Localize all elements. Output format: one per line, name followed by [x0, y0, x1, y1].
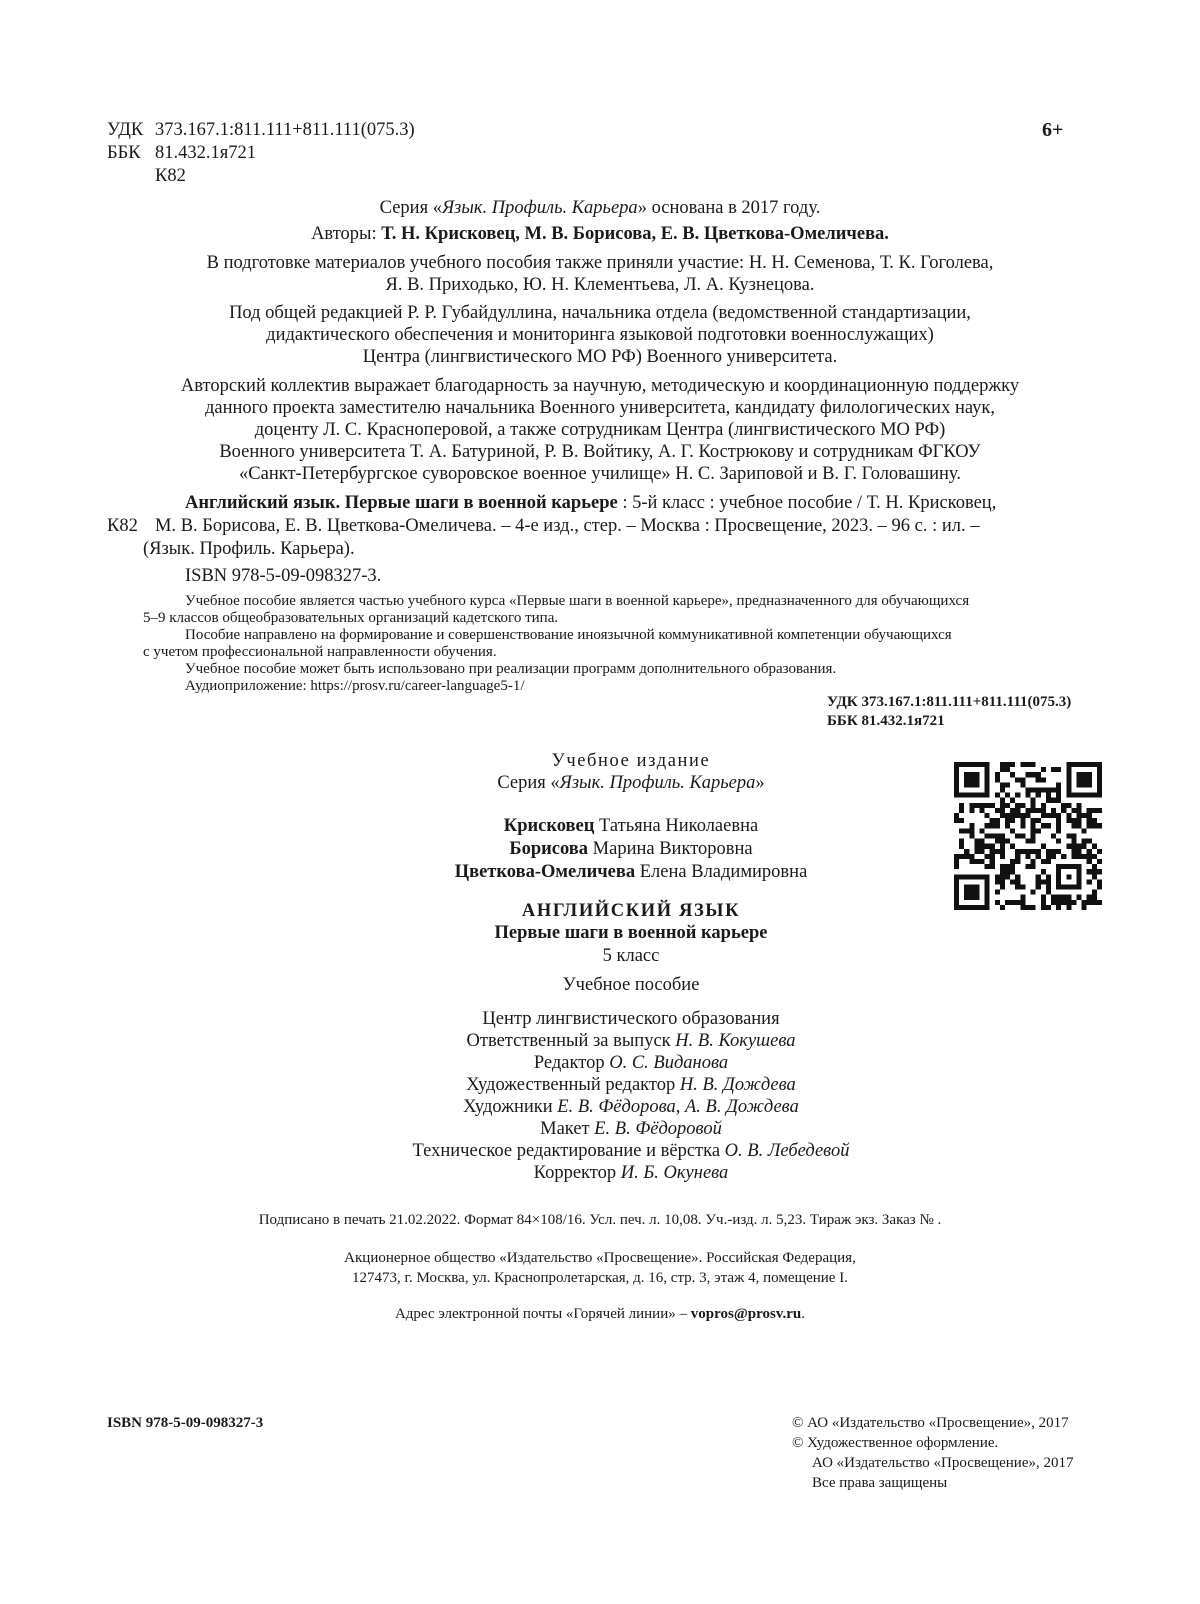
book-type: Учебное пособие: [562, 975, 700, 995]
gratitude-line-5: «Санкт-Петербургское суворовское военное училище» Н. С. Зариповой и В. Г. Головашину.: [239, 464, 961, 484]
annotation-line-4: с учетом профессиональной направленности обучения.: [143, 644, 497, 660]
editorship-line-2: дидактического обеспечения и мониторинга языковой подготовки военнослужащих): [266, 325, 934, 345]
copyright-line-3: АО «Издательство «Просвещение», 2017: [812, 1455, 1074, 1471]
language-center: Центр лингвистического образования: [482, 1009, 780, 1029]
editorship-line-3: Центра (лингвистического МО РФ) Военного университета.: [362, 347, 838, 367]
editorship-line-1: Под общей редакцией Р. Р. Губайдуллина, начальника отдела (ведомственной стандартизации,: [229, 303, 971, 323]
print-info: Подписано в печать 21.02.2022. Формат 84×108/16. Усл. печ. л. 10,08. Уч.-изд. л. 5,23. Тираж экз. Заказ № .: [258, 1212, 942, 1228]
staff-line-3: Художественный редактор Н. В. Дождева: [466, 1075, 796, 1095]
copyright-line-4: Все права защищены: [812, 1475, 948, 1491]
index-bbk: ББК 81.432.1я721: [827, 713, 945, 729]
catalog-mark: К82: [107, 516, 138, 536]
copyright-line-2: © Художественное оформление.: [792, 1435, 999, 1451]
book-grade: 5 класс: [602, 946, 660, 966]
publisher-line-1: Акционерное общество «Издательство «Просвещение». Российская Федерация,: [344, 1250, 856, 1266]
catalog-isbn: ISBN 978-5-09-098327-3.: [185, 566, 382, 586]
annotation-line-1: Учебное пособие является частью учебного курса «Первые шаги в военной карьере», предназначенного для обучающихся: [185, 593, 970, 609]
annotation-line-3: Пособие направлено на формирование и совершенствование иноязычной коммуникативной компетенции обучающихся: [185, 627, 952, 643]
author-mark: К82: [155, 166, 186, 186]
participants-line-2: Я. В. Приходько, Ю. Н. Клементьева, Л. А. Кузнецова.: [385, 275, 815, 295]
catalog-line-1: Английский язык. Первые шаги в военной карьере : 5-й класс : учебное пособие / Т. Н. Крисковец,: [185, 493, 997, 513]
authors-line: Авторы: Т. Н. Крисковец, М. В. Борисова, Е. В. Цветкова-Омеличева.: [311, 224, 889, 244]
imprint-author-1: Крисковец Татьяна Николаевна: [503, 816, 759, 836]
index-udk: УДК 373.167.1:811.111+811.111(075.3): [827, 694, 1072, 710]
gratitude-line-2: данного проекта заместителю начальника Военного университета, кандидату филологических наук,: [204, 398, 995, 418]
participants-line-1: В подготовке материалов учебного пособия также приняли участие: Н. Н. Семенова, Т. К. Гоголева,: [206, 253, 994, 273]
annotation-line-5: Учебное пособие может быть использовано при реализации программ дополнительного образования.: [185, 661, 837, 677]
book-subtitle: Первые шаги в военной карьере: [494, 923, 768, 943]
staff-line-1: Ответственный за выпуск Н. В. Кокушева: [466, 1031, 796, 1051]
age-rating: 6+: [1042, 119, 1064, 141]
gratitude-line-4: Военного университета Т. А. Батуриной, Р. В. Войтику, А. Г. Кострюкову и сотрудникам ФГКОУ: [219, 442, 981, 462]
imprint-author-2: Борисова Марина Викторовна: [509, 839, 753, 859]
qr-code-icon: [954, 762, 1102, 910]
copyright-line-1: © АО «Издательство «Просвещение», 2017: [792, 1415, 1069, 1431]
staff-line-6: Техническое редактирование и вёрстка О. В. Лебедевой: [412, 1141, 850, 1161]
catalog-line-2: М. В. Борисова, Е. В. Цветкова-Омеличева. – 4-е изд., стер. – Москва : Просвещение, 2023. – 96 с. : ил. –: [155, 516, 980, 536]
catalog-line-3: (Язык. Профиль. Карьера).: [143, 539, 355, 559]
staff-line-5: Макет Е. В. Фёдоровой: [540, 1119, 722, 1139]
series-line: Серия «Язык. Профиль. Карьера» основана в 2017 году.: [379, 198, 821, 218]
annotation-line-2: 5–9 классов общеобразовательных организаций кадетского типа.: [143, 610, 559, 626]
footer-isbn: ISBN 978-5-09-098327-3: [107, 1415, 264, 1431]
bbk-label: ББК: [107, 143, 141, 163]
udk-label: УДК: [107, 120, 144, 140]
book-title: АНГЛИЙСКИЙ ЯЗЫК: [521, 901, 741, 921]
publisher-line-2: 127473, г. Москва, ул. Краснопролетарская, д. 16, стр. 3, этаж 4, помещение I.: [352, 1270, 848, 1286]
hotline: Адрес электронной почты «Горячей линии» – vopros@prosv.ru.: [394, 1306, 806, 1322]
imprint-series: Серия «Язык. Профиль. Карьера»: [497, 773, 765, 793]
edition-type: Учебное издание: [551, 751, 711, 771]
hotline-email[interactable]: vopros@prosv.ru: [690, 1306, 802, 1322]
annotation-line-6: Аудиоприложение: https://prosv.ru/career-language5-1/: [185, 678, 525, 694]
udk-value: 373.167.1:811.111+811.111(075.3): [155, 120, 415, 140]
bbk-value: 81.432.1я721: [155, 143, 257, 163]
staff-line-2: Редактор О. С. Виданова: [533, 1053, 729, 1073]
gratitude-line-1: Авторский коллектив выражает благодарность за научную, методическую и координационную поддержку: [180, 376, 1020, 396]
staff-line-4: Художники Е. В. Фёдорова, А. В. Дождева: [463, 1097, 799, 1117]
staff-line-7: Корректор И. Б. Окунева: [533, 1163, 729, 1183]
imprint-author-3: Цветкова-Омеличева Елена Владимировна: [454, 862, 808, 882]
gratitude-line-3: доценту Л. С. Красноперовой, а также сотрудникам Центра (лингвистического МО РФ): [254, 420, 946, 440]
